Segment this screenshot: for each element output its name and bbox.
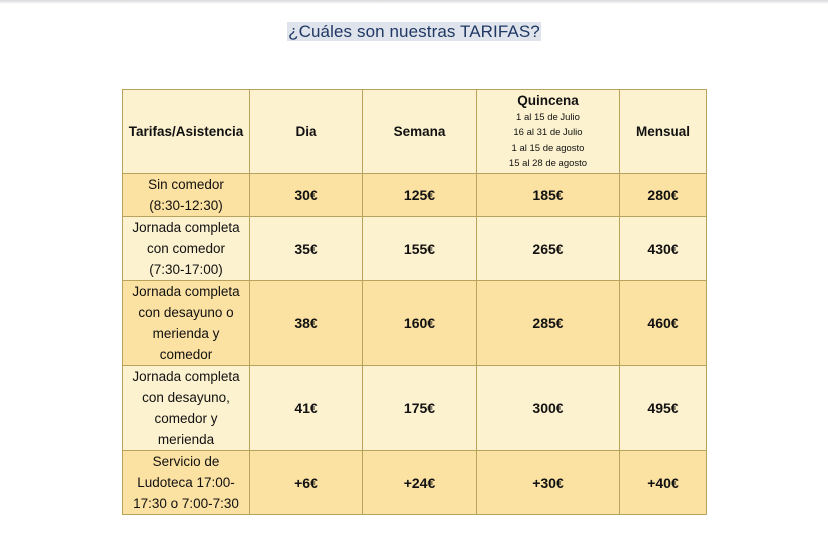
rates-table (122, 89, 707, 515)
row-category (123, 217, 250, 281)
price-quincena: +30€ (477, 451, 620, 515)
row-category (123, 174, 250, 217)
price-mensual: +40€ (620, 451, 707, 515)
row-category (123, 281, 250, 366)
price-quincena: 300€ (477, 366, 620, 451)
table-row (123, 174, 707, 217)
quincena-title: Quincena (517, 92, 579, 108)
quincena-date: 15 al 28 de agosto (508, 158, 588, 169)
quincena-date: 1 al 15 de agosto (511, 142, 585, 154)
price-mensual: 430€ (620, 217, 707, 281)
category-line: Jornada completa (132, 284, 240, 299)
quincena-date: 1 al 15 de Julio (516, 111, 580, 123)
header-dia: Dia (250, 90, 363, 174)
row-category (123, 366, 250, 451)
page-title: ¿Cuáles son nuestras TARIFAS? (288, 22, 540, 41)
header-quincena (477, 90, 620, 174)
category-line: (8:30-12:30) (149, 198, 223, 213)
category-line: comedor (159, 347, 213, 362)
price-quincena: 265€ (477, 217, 620, 281)
price-dia: +6€ (250, 451, 363, 515)
category-line: Jornada completa (132, 220, 240, 235)
category-line: Sin comedor (148, 177, 224, 192)
category-line: con desayuno, (142, 390, 230, 405)
category-line: Servicio de (152, 454, 220, 469)
header-tarifas-asistencia: Tarifas/Asistencia (123, 90, 250, 174)
category-line: Ludoteca 17:00- (137, 475, 235, 490)
category-line: con desayuno o (138, 305, 234, 320)
table-row (123, 366, 707, 451)
table-row (123, 217, 707, 281)
price-semana: 160€ (363, 281, 477, 366)
header-semana: Semana (363, 90, 477, 174)
price-dia: 38€ (250, 281, 363, 366)
quincena-date: 16 al 31 de Julio (513, 127, 583, 138)
price-dia: 35€ (250, 217, 363, 281)
price-quincena: 185€ (477, 174, 620, 217)
price-semana: +24€ (363, 451, 477, 515)
price-mensual: 460€ (620, 281, 707, 366)
category-line: merienda (157, 432, 215, 447)
category-line: 17:30 o 7:00-7:30 (133, 496, 239, 511)
category-line: comedor y (154, 411, 218, 426)
top-edge (0, 0, 828, 4)
price-mensual: 495€ (620, 366, 707, 451)
price-semana: 125€ (363, 174, 477, 217)
table-row (123, 281, 707, 366)
price-mensual: 280€ (620, 174, 707, 217)
header-row (123, 90, 707, 174)
category-line: con comedor (146, 241, 226, 256)
category-line: (7:30-17:00) (149, 262, 223, 277)
price-dia: 30€ (250, 174, 363, 217)
price-semana: 175€ (363, 366, 477, 451)
price-semana: 155€ (363, 217, 477, 281)
category-line: Jornada completa (132, 369, 240, 384)
table-row (123, 451, 707, 515)
price-dia: 41€ (250, 366, 363, 451)
row-category (123, 451, 250, 515)
category-line: merienda y (152, 326, 220, 341)
price-quincena: 285€ (477, 281, 620, 366)
header-mensual: Mensual (620, 90, 707, 174)
